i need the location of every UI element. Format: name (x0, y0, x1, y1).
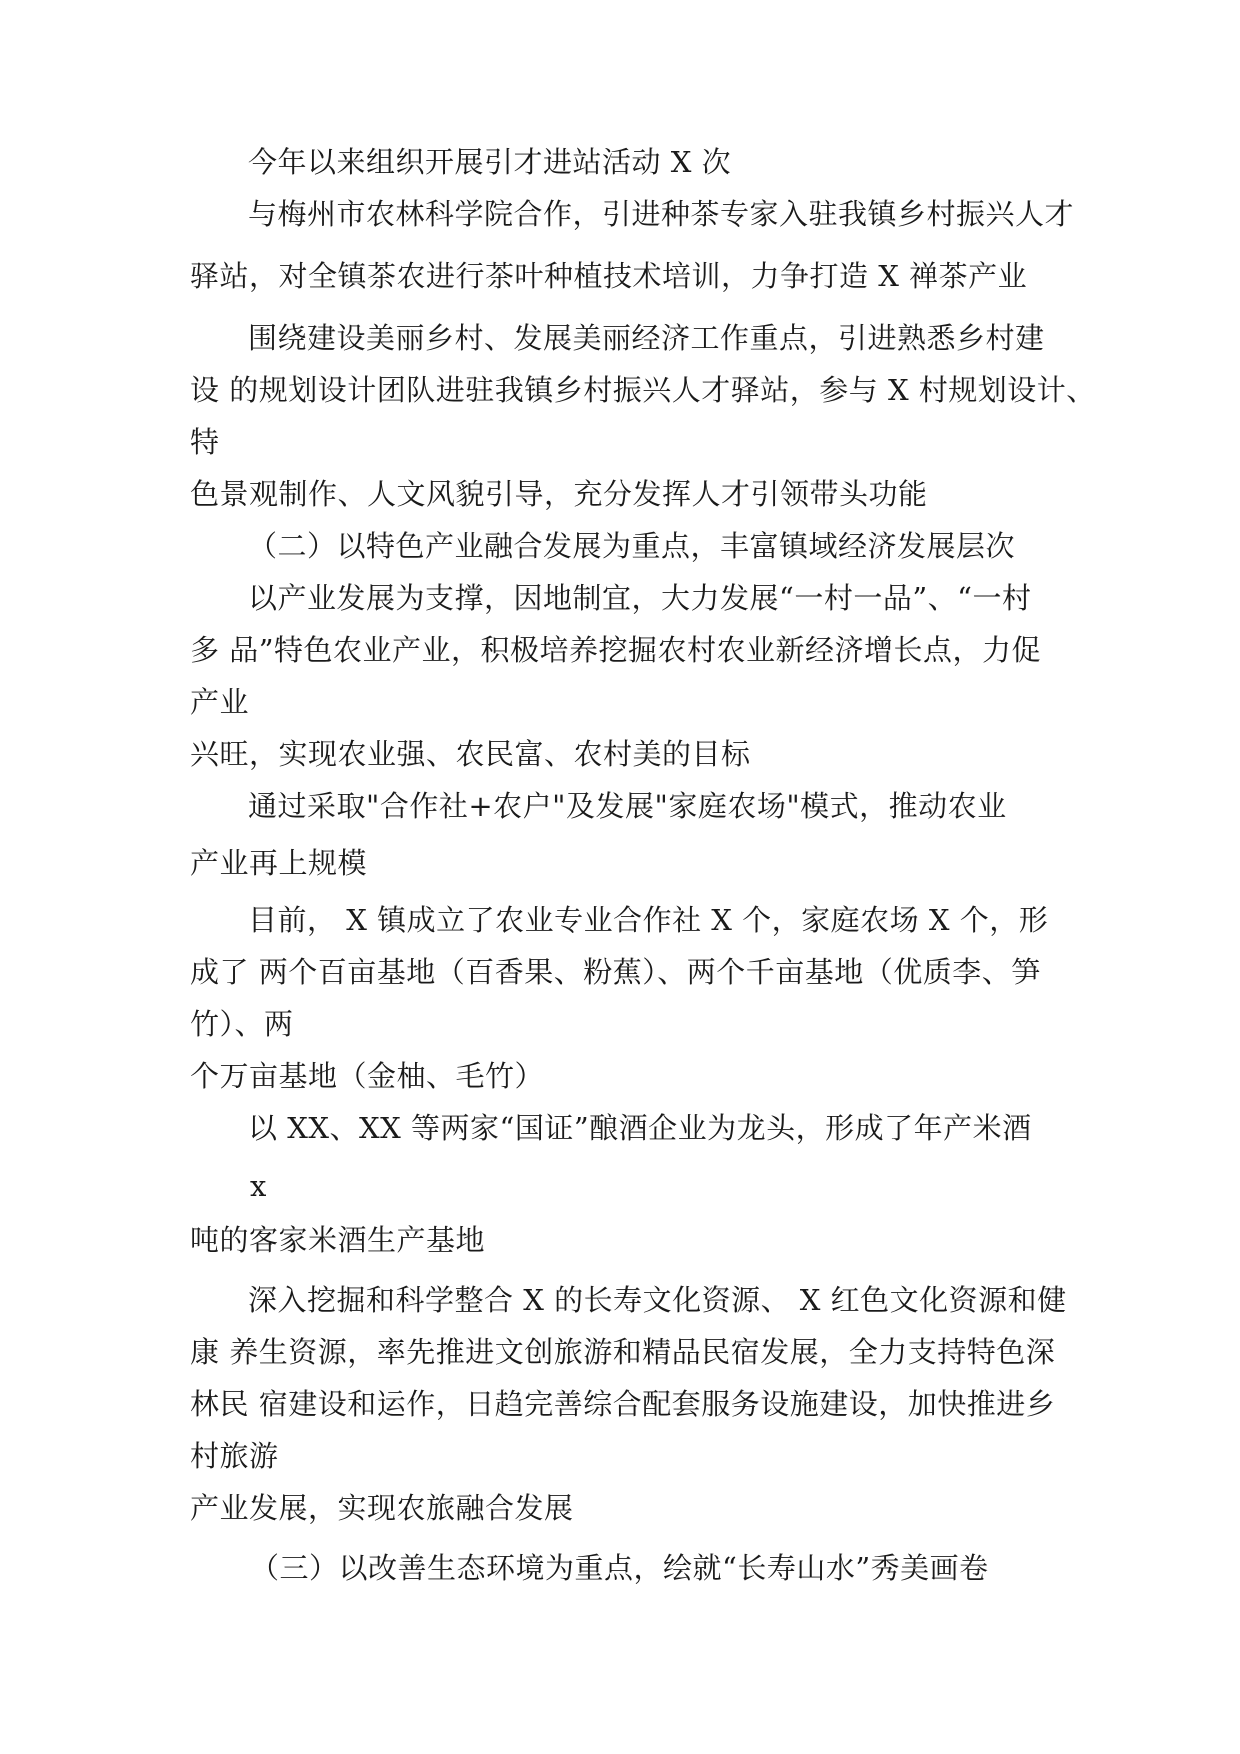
text-line: 特 (190, 425, 220, 459)
text-line: 今年以来组织开展引才进站活动 X 次 (248, 145, 732, 179)
section-heading: （二）以特色产业融合发展为重点，丰富镇域经济发展层次 (248, 529, 1016, 563)
text-line: 多 品”特色农业产业，积极培养挖掘农村农业新经济增长点，力促 (190, 633, 1042, 667)
text-line: 吨的客家米酒生产基地 (190, 1223, 486, 1257)
text-line: 驿站，对全镇茶农进行茶叶种植技术培训，力争打造 X 禅茶产业 (190, 259, 1028, 293)
text-line: 与梅州市农林科学院合作，引进种茶专家入驻我镇乡村振兴人才 (248, 197, 1075, 231)
text-line: 通过采取"合作社+农户"及发展"家庭农场"模式，推动农业 (248, 789, 1007, 823)
text-line: 色景观制作、人文风貌引导，充分发挥人才引领带头功能 (190, 477, 928, 511)
text-line: 个万亩基地（金柚、毛竹） (190, 1059, 545, 1093)
text-line: x (250, 1169, 267, 1203)
text-line: 康 养生资源，率先推进文创旅游和精品民宿发展，全力支持特色深 (190, 1335, 1056, 1369)
text-line: 村旅游 (190, 1439, 279, 1473)
text-line: 围绕建设美丽乡村、发展美丽经济工作重点，引进熟悉乡村建 (248, 321, 1045, 355)
text-line: 深入挖掘和科学整合 X 的长寿文化资源、 X 红色文化资源和健 (248, 1283, 1067, 1317)
text-line: 产业发展，实现农旅融合发展 (190, 1491, 574, 1525)
text-line: 以产业发展为支撑，因地制宜，大力发展“一村一品”、“一村 (248, 581, 1032, 615)
text-line: 以 XX、XX 等两家“国证”酿酒企业为龙头，形成了年产米酒 (248, 1111, 1032, 1145)
text-line: 目前， X 镇成立了农业专业合作社 X 个，家庭农场 X 个，形 (248, 903, 1049, 937)
text-line: 兴旺，实现农业强、农民富、农村美的目标 (190, 737, 751, 771)
text-line: 设 的规划设计团队进驻我镇乡村振兴人才驿站，参与 X 村规划设计、 (190, 373, 1096, 407)
text-line: 产业 (190, 685, 250, 719)
text-line: 成了 两个百亩基地（百香果、粉蕉）、两个千亩基地（优质李、笋 (190, 955, 1041, 989)
text-line: 林民 宿建设和运作，日趋完善综合配套服务设施建设，加快推进乡 (190, 1387, 1056, 1421)
text-line: 竹）、两 (190, 1007, 294, 1041)
section-heading: （三）以改善生态环境为重点，绘就“长寿山水”秀美画卷 (250, 1551, 989, 1585)
text-line: 产业再上规模 (190, 846, 368, 880)
